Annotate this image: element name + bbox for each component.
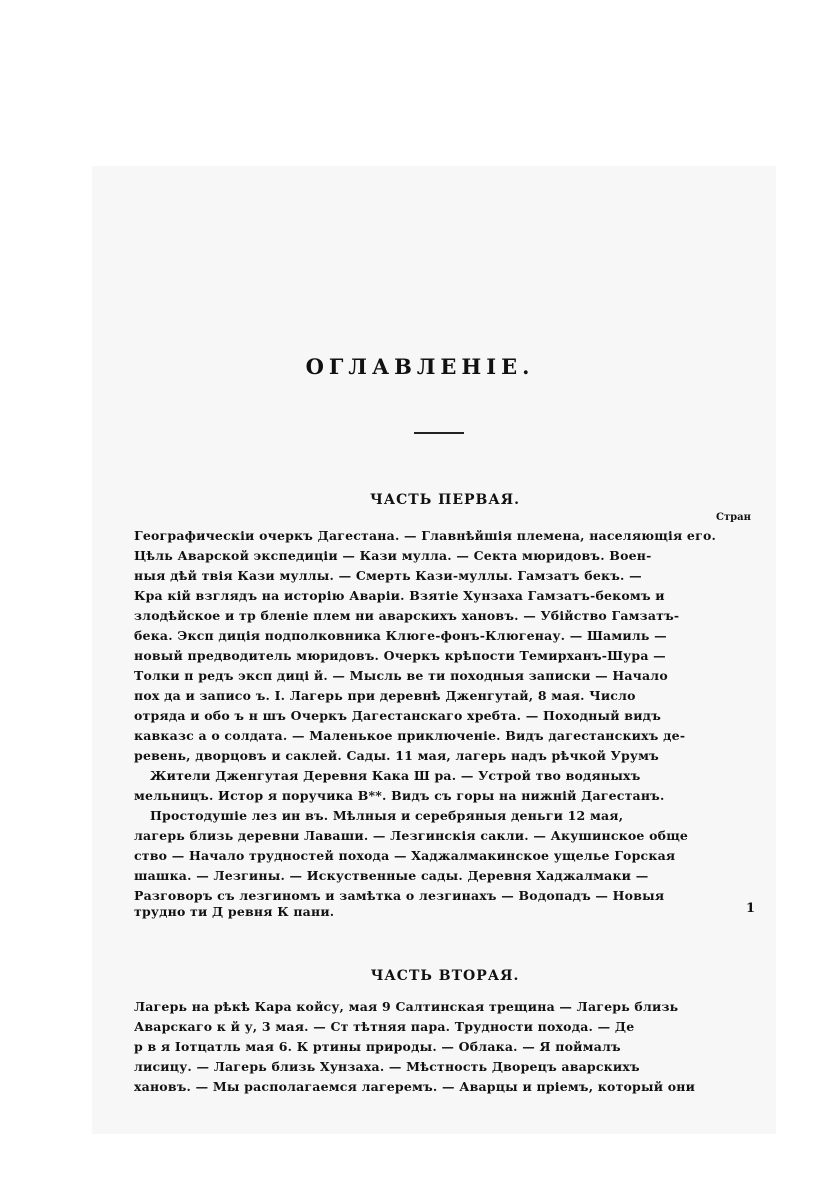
- toc-line: Аварскаго к й у, 3 мая. — Ст тѣтняя пара. Трудности похода. — Де: [134, 1019, 635, 1034]
- toc-line: Кра кій взглядъ на исторію Аваріи. Взятіе Хунзаха Гамзатъ-бекомъ и: [134, 588, 665, 603]
- toc-line: хановъ. — Мы располагаемся лагеремъ. — Аварцы и пріемъ, который они: [134, 1079, 696, 1094]
- toc-line: Простодушіе лез ин въ. Мѣлныя и серебряныя деньги 12 мая,: [150, 808, 624, 823]
- part-one-heading: ЧАСТЬ ПЕРВАЯ.: [369, 492, 521, 508]
- toc-line: Разговоръ съ лезгиномъ и замѣтка о лезгинахъ — Водопадъ — Новыя: [134, 888, 665, 903]
- toc-line: мельницъ. Истор я поручика В**. Видъ съ горы на нижній Дагестанъ.: [134, 788, 665, 803]
- page-column-label: Стран: [716, 512, 751, 523]
- toc-line: ныя дѣй твія Кази муллы. — Смерть Кази-муллы. Гамзатъ бекъ. —: [134, 568, 642, 583]
- toc-line: Географическіи очеркъ Дагестана. — Главнѣйшія племена, населяющія его.: [134, 528, 717, 543]
- toc-line: злодѣйское и тр бленіе плем ни аварскихъ хановъ. — Убійство Гамзатъ-: [134, 608, 680, 623]
- toc-line: кавказс а о солдата. — Маленькое приключеніе. Видъ дагестанскихъ де-: [134, 728, 686, 743]
- toc-line: шашка. — Лезгины. — Искуственные сады. Деревня Хаджалмаки —: [134, 868, 649, 883]
- toc-line: Жители Дженгутая Деревня Кака Ш ра. — Устрой тво водяныхъ: [150, 768, 641, 783]
- toc-line: Толки п редъ эксп диці й. — Мысль ве ти походныя записки — Начало: [134, 668, 668, 683]
- title-divider: [414, 432, 464, 434]
- part-two-heading: ЧАСТЬ ВТОРАЯ.: [370, 968, 520, 984]
- toc-line: отряда и обо ъ н шъ Очеркъ Дагестанскаго хребта. — Походный видъ: [134, 708, 661, 723]
- toc-line: бека. Эксп диція подполковника Клюге-фонъ-Клюгенау. — Шамиль —: [134, 628, 667, 643]
- toc-line: новый предводитель мюридовъ. Очеркъ крѣпости Темирханъ-Шура —: [134, 648, 666, 663]
- toc-line: лагерь близь деревни Лаваши. — Лезгинскія сакли. — Акушинское обще: [134, 828, 689, 843]
- document-title: ОГЛАВЛЕНІЕ.: [305, 354, 535, 379]
- toc-line: ство — Начало трудностей похода — Хаджалмакинское ущелье Горская: [134, 848, 676, 863]
- toc-line: Лагерь на рѣкѣ Кара койсу, мая 9 Салтинская трещина — Лагерь близь: [134, 999, 679, 1014]
- toc-line: Цѣль Аварской экспедиціи — Кази мулла. — Секта мюридовъ. Воен-: [134, 548, 652, 563]
- toc-line: трудно ти Д ревня К пани.: [134, 904, 335, 919]
- toc-line: лисицу. — Лагерь близь Хунзаха. — Мѣстность Дворецъ аварскихъ: [134, 1059, 640, 1074]
- toc-line: р в я Іотцатль мая 6. К ртины природы. — Облака. — Я поймалъ: [134, 1039, 621, 1054]
- page-number: 1: [746, 901, 756, 916]
- toc-line: пох да и записо ъ. І. Лагерь при деревнѣ Дженгутай, 8 мая. Число: [134, 688, 636, 703]
- toc-line: ревень, дворцовъ и саклей. Сады. 11 мая, лагерь надъ рѣчкой Урумъ: [134, 748, 659, 763]
